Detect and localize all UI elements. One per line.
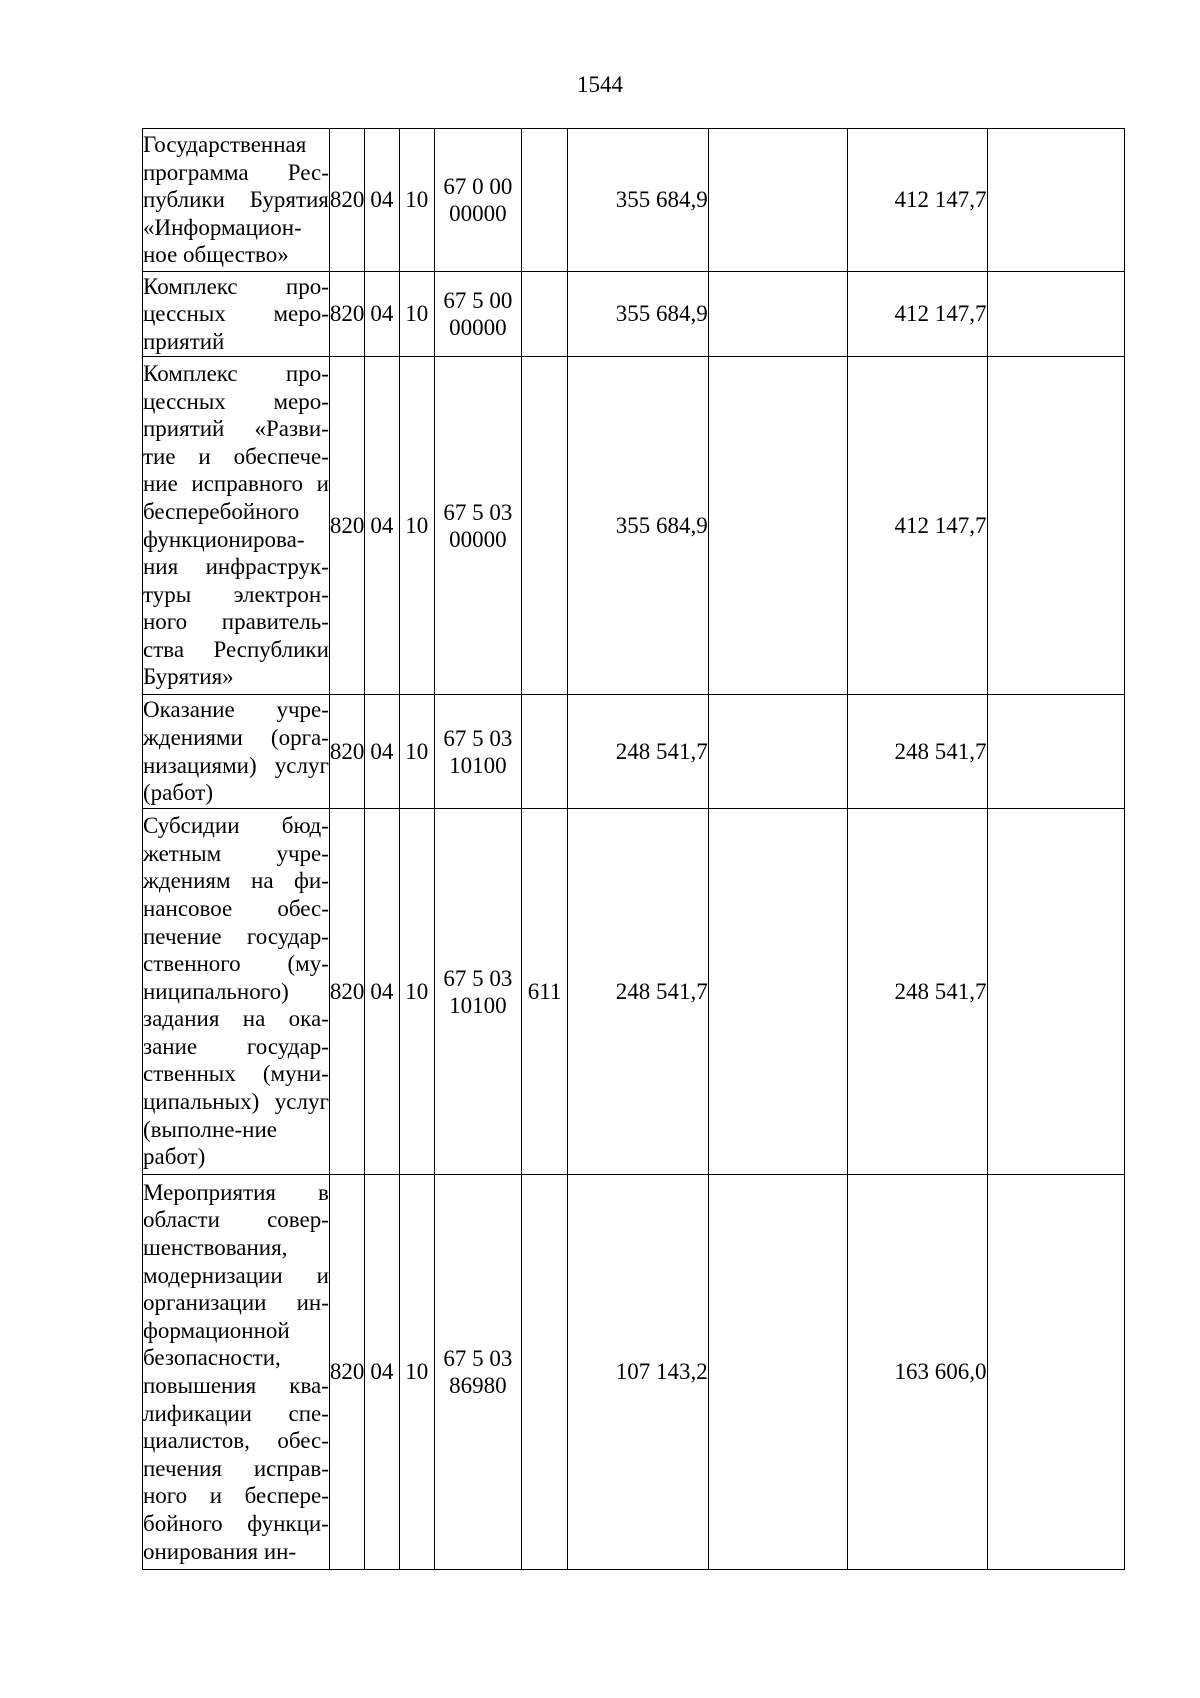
row-amount-first: 355 684,9 bbox=[568, 272, 708, 357]
row-subsection-code: 10 bbox=[399, 357, 434, 695]
target-article-line-1: 67 5 03 bbox=[443, 725, 513, 751]
row-grbs-code: 820 bbox=[329, 272, 364, 357]
target-article-line-2: 86980 bbox=[449, 1373, 507, 1398]
row-empty-column-a bbox=[708, 1175, 847, 1570]
row-section-code: 04 bbox=[365, 129, 399, 272]
row-amount-first: 248 541,7 bbox=[568, 695, 708, 809]
target-article-line-2: 10100 bbox=[449, 752, 507, 778]
row-grbs-code: 820 bbox=[329, 1175, 364, 1570]
row-expense-type bbox=[521, 1175, 567, 1570]
row-grbs-code: 820 bbox=[329, 809, 364, 1175]
target-article-line-2: 00000 bbox=[449, 315, 507, 340]
row-grbs-code: 820 bbox=[329, 357, 364, 695]
target-article-line-1: 67 5 03 bbox=[443, 965, 513, 991]
row-target-article bbox=[434, 129, 521, 272]
row-empty-column-b bbox=[987, 272, 1124, 357]
row-amount-second: 412 147,7 bbox=[848, 272, 987, 357]
row-description: Комплекс про-цессных меро-приятий bbox=[143, 272, 330, 357]
table-row bbox=[143, 129, 1125, 272]
row-amount-first: 107 143,2 bbox=[568, 1175, 708, 1570]
row-empty-column-a bbox=[708, 129, 847, 272]
row-description: Оказание учре-ждениями (орга-низациями) услуг (работ) bbox=[143, 695, 330, 809]
target-article-line-2: 00000 bbox=[449, 201, 507, 226]
row-expense-type bbox=[521, 129, 567, 272]
row-expense-type: 611 bbox=[521, 809, 567, 1175]
budget-table bbox=[142, 128, 1125, 1570]
row-section-code: 04 bbox=[365, 272, 399, 357]
row-section-code: 04 bbox=[365, 357, 399, 695]
row-section-code: 04 bbox=[365, 1175, 399, 1570]
row-subsection-code: 10 bbox=[399, 272, 434, 357]
table-row bbox=[143, 695, 1125, 809]
row-empty-column-b bbox=[987, 129, 1124, 272]
table-row bbox=[143, 809, 1125, 1175]
row-target-article bbox=[434, 809, 521, 1175]
row-target-article bbox=[434, 272, 521, 357]
row-expense-type bbox=[521, 695, 567, 809]
row-grbs-code: 820 bbox=[329, 695, 364, 809]
row-target-article bbox=[434, 695, 521, 809]
table-row bbox=[143, 357, 1125, 695]
row-empty-column-b bbox=[987, 809, 1124, 1175]
row-empty-column-a bbox=[708, 809, 847, 1175]
row-description: Комплекс про-цессных меро-приятий «Разви-тие и обеспече-ние исправного и бесперебойного функционирова-ния инфраструк-туры электрон-ного правитель-ства Республики Бурятия» bbox=[143, 357, 330, 695]
row-grbs-code: 820 bbox=[329, 129, 364, 272]
row-description: Государственная программа Рес-публики Бурятия «Информацион-ное общество» bbox=[143, 129, 330, 272]
row-amount-second: 248 541,7 bbox=[848, 695, 987, 809]
row-expense-type bbox=[521, 357, 567, 695]
row-amount-second: 412 147,7 bbox=[848, 357, 987, 695]
row-subsection-code: 10 bbox=[399, 1175, 434, 1570]
row-empty-column-a bbox=[708, 357, 847, 695]
target-article-line-1: 67 5 00 bbox=[443, 288, 513, 313]
row-empty-column-a bbox=[708, 272, 847, 357]
row-amount-first: 248 541,7 bbox=[568, 809, 708, 1175]
target-article-line-1: 67 5 03 bbox=[443, 1346, 513, 1371]
target-article-line-2: 00000 bbox=[449, 526, 507, 552]
row-section-code: 04 bbox=[365, 695, 399, 809]
row-amount-second: 248 541,7 bbox=[848, 809, 987, 1175]
row-target-article bbox=[434, 1175, 521, 1570]
row-description: Субсидии бюд-жетным учре-ждениям на фи-нансовое обес-печение государ-ственного (му-ниципального) задания на ока-зание государ-ственных (муни-ципальных) услуг (выполне-ние работ) bbox=[143, 809, 330, 1175]
row-amount-first: 355 684,9 bbox=[568, 129, 708, 272]
row-empty-column-b bbox=[987, 695, 1124, 809]
target-article-line-1: 67 5 03 bbox=[443, 499, 513, 525]
row-subsection-code: 10 bbox=[399, 809, 434, 1175]
row-section-code: 04 bbox=[365, 809, 399, 1175]
target-article-line-2: 10100 bbox=[449, 992, 507, 1018]
row-amount-second: 412 147,7 bbox=[848, 129, 987, 272]
row-empty-column-a bbox=[708, 695, 847, 809]
row-description: Мероприятия в области совер-шенствования, модернизации и организации ин-формационной безопасности, повышения ква-лификации спе-циалистов, обес-печения исправ-ного и беспере-бойного функци-онирования ин- bbox=[143, 1175, 330, 1570]
table-row bbox=[143, 1175, 1125, 1570]
row-target-article bbox=[434, 357, 521, 695]
row-subsection-code: 10 bbox=[399, 695, 434, 809]
row-subsection-code: 10 bbox=[399, 129, 434, 272]
row-amount-second: 163 606,0 bbox=[848, 1175, 987, 1570]
table-row bbox=[143, 272, 1125, 357]
row-expense-type bbox=[521, 272, 567, 357]
row-empty-column-b bbox=[987, 357, 1124, 695]
page-number: 1544 bbox=[577, 72, 623, 97]
target-article-line-1: 67 0 00 bbox=[443, 174, 513, 199]
row-empty-column-b bbox=[987, 1175, 1124, 1570]
row-amount-first: 355 684,9 bbox=[568, 357, 708, 695]
